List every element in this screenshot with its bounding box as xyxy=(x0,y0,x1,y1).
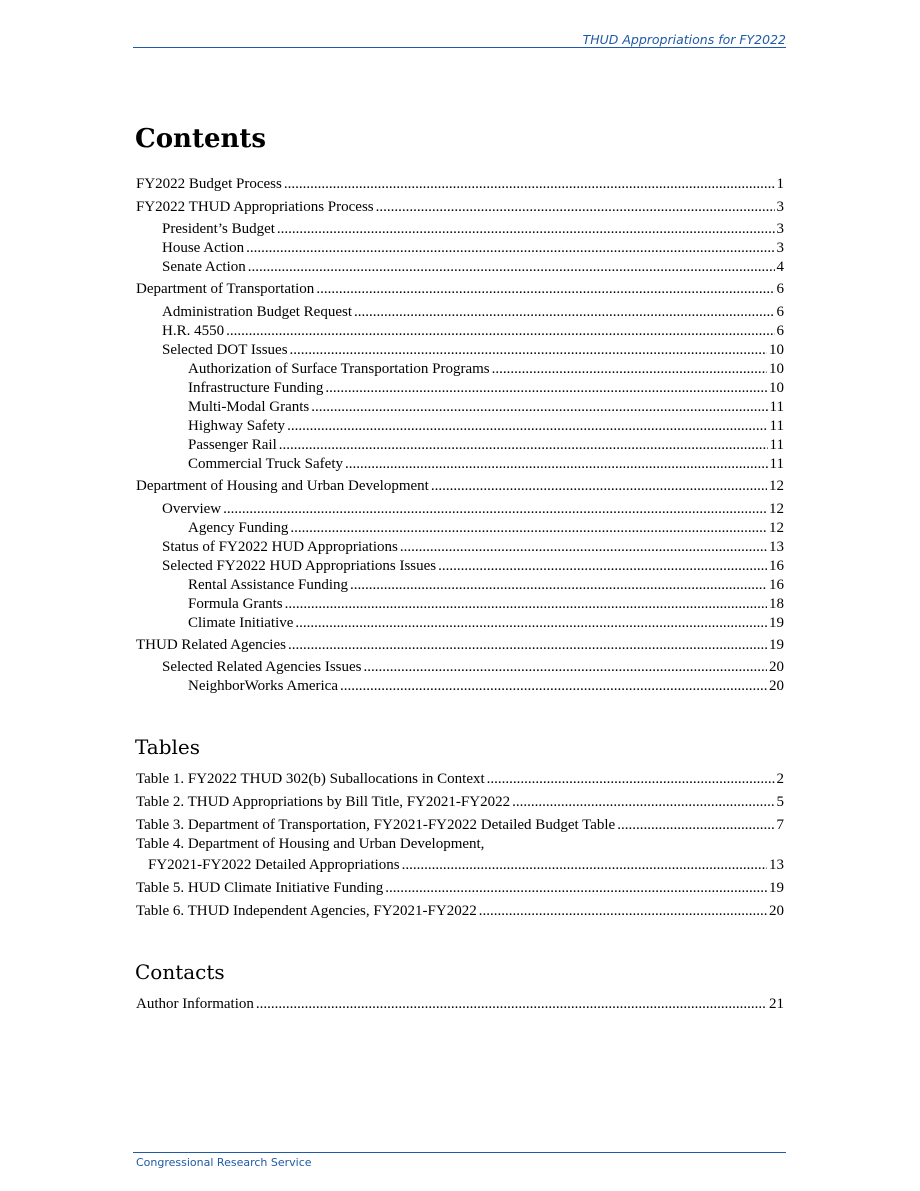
toc-page: 2 xyxy=(776,771,784,787)
leader-dots xyxy=(290,342,767,359)
toc-page: 13 xyxy=(769,539,784,555)
leader-dots xyxy=(512,794,774,811)
toc-entry[interactable] xyxy=(136,878,784,897)
toc-page: 3 xyxy=(776,240,784,256)
toc-page: 16 xyxy=(769,558,784,574)
toc-page: 11 xyxy=(769,437,784,453)
toc-label: House Action xyxy=(162,240,245,256)
leader-dots xyxy=(487,771,775,788)
toc-label: Table 3. Department of Transportation, FY2021-FY2022 Detailed Budget Table xyxy=(136,817,616,833)
toc-label: Department of Housing and Urban Development xyxy=(136,478,429,494)
toc-entry[interactable] xyxy=(188,454,784,473)
toc-page: 10 xyxy=(769,361,784,377)
toc-entry[interactable] xyxy=(188,416,784,435)
leader-dots xyxy=(354,304,775,321)
toc-page: 21 xyxy=(769,996,784,1012)
toc-label: Table 6. THUD Independent Agencies, FY2021-FY2022 xyxy=(136,903,477,919)
leader-dots xyxy=(279,437,768,454)
leader-dots xyxy=(316,281,774,298)
contacts-heading: Contacts xyxy=(135,960,225,984)
toc-page: 6 xyxy=(776,304,784,320)
toc-label: Highway Safety xyxy=(188,418,286,434)
toc-entry[interactable] xyxy=(188,397,784,416)
toc-page: 20 xyxy=(769,678,784,694)
toc-entry[interactable] xyxy=(162,219,784,238)
toc-label: Senate Action xyxy=(162,259,246,275)
leader-dots xyxy=(311,399,767,416)
toc-label: Author Information xyxy=(136,996,254,1012)
toc-entry[interactable] xyxy=(136,197,784,216)
toc-page: 11 xyxy=(769,456,784,472)
toc-entry[interactable] xyxy=(188,435,784,454)
toc-label: Passenger Rail xyxy=(188,437,277,453)
leader-dots xyxy=(277,221,775,238)
toc-page: 11 xyxy=(769,418,784,434)
toc-entry[interactable] xyxy=(162,499,784,518)
toc-page: 19 xyxy=(769,880,784,896)
toc-entry[interactable] xyxy=(188,359,784,378)
toc-entry[interactable] xyxy=(188,594,784,613)
toc-label-line1[interactable]: Table 4. Department of Housing and Urban Development, xyxy=(136,836,485,852)
toc-entry[interactable] xyxy=(136,635,784,654)
toc-entry[interactable] xyxy=(148,855,784,874)
toc-page: 19 xyxy=(769,637,784,653)
toc-page: 3 xyxy=(776,221,784,237)
toc-entry[interactable] xyxy=(162,302,784,321)
leader-dots xyxy=(248,259,775,276)
toc-label: H.R. 4550 xyxy=(162,323,225,339)
toc-entry[interactable] xyxy=(136,901,784,920)
toc-page: 16 xyxy=(769,577,784,593)
toc-label: Overview xyxy=(162,501,222,517)
toc-label: Infrastructure Funding xyxy=(188,380,324,396)
toc-page: 6 xyxy=(776,323,784,339)
toc-entry[interactable] xyxy=(162,537,784,556)
toc-entry[interactable] xyxy=(188,575,784,594)
toc-entry[interactable] xyxy=(162,340,784,359)
leader-dots xyxy=(350,577,767,594)
toc-page: 4 xyxy=(776,259,784,275)
toc-page: 13 xyxy=(769,857,784,873)
leader-dots xyxy=(376,199,775,216)
toc-page: 6 xyxy=(776,281,784,297)
toc-page: 3 xyxy=(776,199,784,215)
toc-entry[interactable] xyxy=(162,657,784,676)
toc-label: Administration Budget Request xyxy=(162,304,352,320)
toc-label: NeighborWorks America xyxy=(188,678,338,694)
leader-dots xyxy=(290,520,767,537)
toc-entry[interactable] xyxy=(136,769,784,788)
toc-entry[interactable] xyxy=(136,815,784,834)
tables-heading: Tables xyxy=(135,735,201,759)
toc-entry[interactable] xyxy=(136,792,784,811)
leader-dots xyxy=(256,996,767,1013)
toc-label: Rental Assistance Funding xyxy=(188,577,348,593)
leader-dots xyxy=(345,456,768,473)
toc-label: FY2021-FY2022 Detailed Appropriations xyxy=(148,857,400,873)
toc-entry[interactable] xyxy=(136,174,784,193)
toc-entry[interactable] xyxy=(136,476,784,495)
leader-dots xyxy=(325,380,767,397)
running-header: THUD Appropriations for FY2022 xyxy=(582,32,786,47)
toc-label: Table 1. FY2022 THUD 302(b) Suballocations in Context xyxy=(136,771,485,787)
toc-label: Authorization of Surface Transportation Programs xyxy=(188,361,490,377)
toc-entry[interactable] xyxy=(162,556,784,575)
toc-label: Climate Initiative xyxy=(188,615,294,631)
leader-dots xyxy=(402,857,767,874)
toc-entry[interactable] xyxy=(162,321,784,340)
toc-entry[interactable] xyxy=(188,613,784,632)
header-rule xyxy=(133,47,786,48)
toc-entry[interactable] xyxy=(162,238,784,257)
leader-dots xyxy=(492,361,767,378)
footer-rule xyxy=(133,1152,786,1153)
toc-entry[interactable] xyxy=(136,279,784,298)
leader-dots xyxy=(617,817,774,834)
toc-label: Department of Transportation xyxy=(136,281,315,297)
leader-dots xyxy=(438,558,767,575)
toc-label: Selected DOT Issues xyxy=(162,342,288,358)
toc-label: Status of FY2022 HUD Appropriations xyxy=(162,539,398,555)
toc-label: Selected FY2022 HUD Appropriations Issues xyxy=(162,558,437,574)
toc-entry[interactable] xyxy=(162,257,784,276)
toc-label: Formula Grants xyxy=(188,596,283,612)
leader-dots xyxy=(295,615,767,632)
toc-page: 18 xyxy=(769,596,784,612)
toc-page: 12 xyxy=(769,520,784,536)
leader-dots xyxy=(340,678,767,695)
toc-page: 10 xyxy=(769,380,784,396)
toc-label: FY2022 Budget Process xyxy=(136,176,282,192)
leader-dots xyxy=(284,176,775,193)
toc-entry[interactable] xyxy=(188,378,784,397)
footer-publisher: Congressional Research Service xyxy=(136,1156,312,1169)
toc-page: 20 xyxy=(769,903,784,919)
toc-label: President’s Budget xyxy=(162,221,275,237)
toc-page: 5 xyxy=(776,794,784,810)
toc-label: Commercial Truck Safety xyxy=(188,456,343,472)
toc-label: Multi-Modal Grants xyxy=(188,399,310,415)
toc-page: 12 xyxy=(769,478,784,494)
toc-entry[interactable] xyxy=(188,518,784,537)
toc-page: 19 xyxy=(769,615,784,631)
leader-dots xyxy=(288,637,767,654)
leader-dots xyxy=(246,240,774,257)
leader-dots xyxy=(285,596,767,613)
toc-page: 7 xyxy=(776,817,784,833)
toc-page: 1 xyxy=(776,176,784,192)
toc-label: Selected Related Agencies Issues xyxy=(162,659,362,675)
contents-heading: Contents xyxy=(135,124,267,154)
toc-page: 12 xyxy=(769,501,784,517)
toc-label: Table 5. HUD Climate Initiative Funding xyxy=(136,880,384,896)
leader-dots xyxy=(479,903,767,920)
leader-dots xyxy=(385,880,767,897)
leader-dots xyxy=(223,501,767,518)
toc-label: FY2022 THUD Appropriations Process xyxy=(136,199,374,215)
leader-dots xyxy=(226,323,774,340)
leader-dots xyxy=(431,478,767,495)
leader-dots xyxy=(364,659,767,676)
toc-label: Agency Funding xyxy=(188,520,289,536)
toc-entry[interactable] xyxy=(188,676,784,695)
toc-page: 20 xyxy=(769,659,784,675)
leader-dots xyxy=(400,539,767,556)
toc-page: 11 xyxy=(769,399,784,415)
toc-label: THUD Related Agencies xyxy=(136,637,286,653)
toc-label: Table 2. THUD Appropriations by Bill Title, FY2021-FY2022 xyxy=(136,794,511,810)
leader-dots xyxy=(287,418,767,435)
toc-page: 10 xyxy=(769,342,784,358)
toc-entry[interactable] xyxy=(136,994,784,1013)
